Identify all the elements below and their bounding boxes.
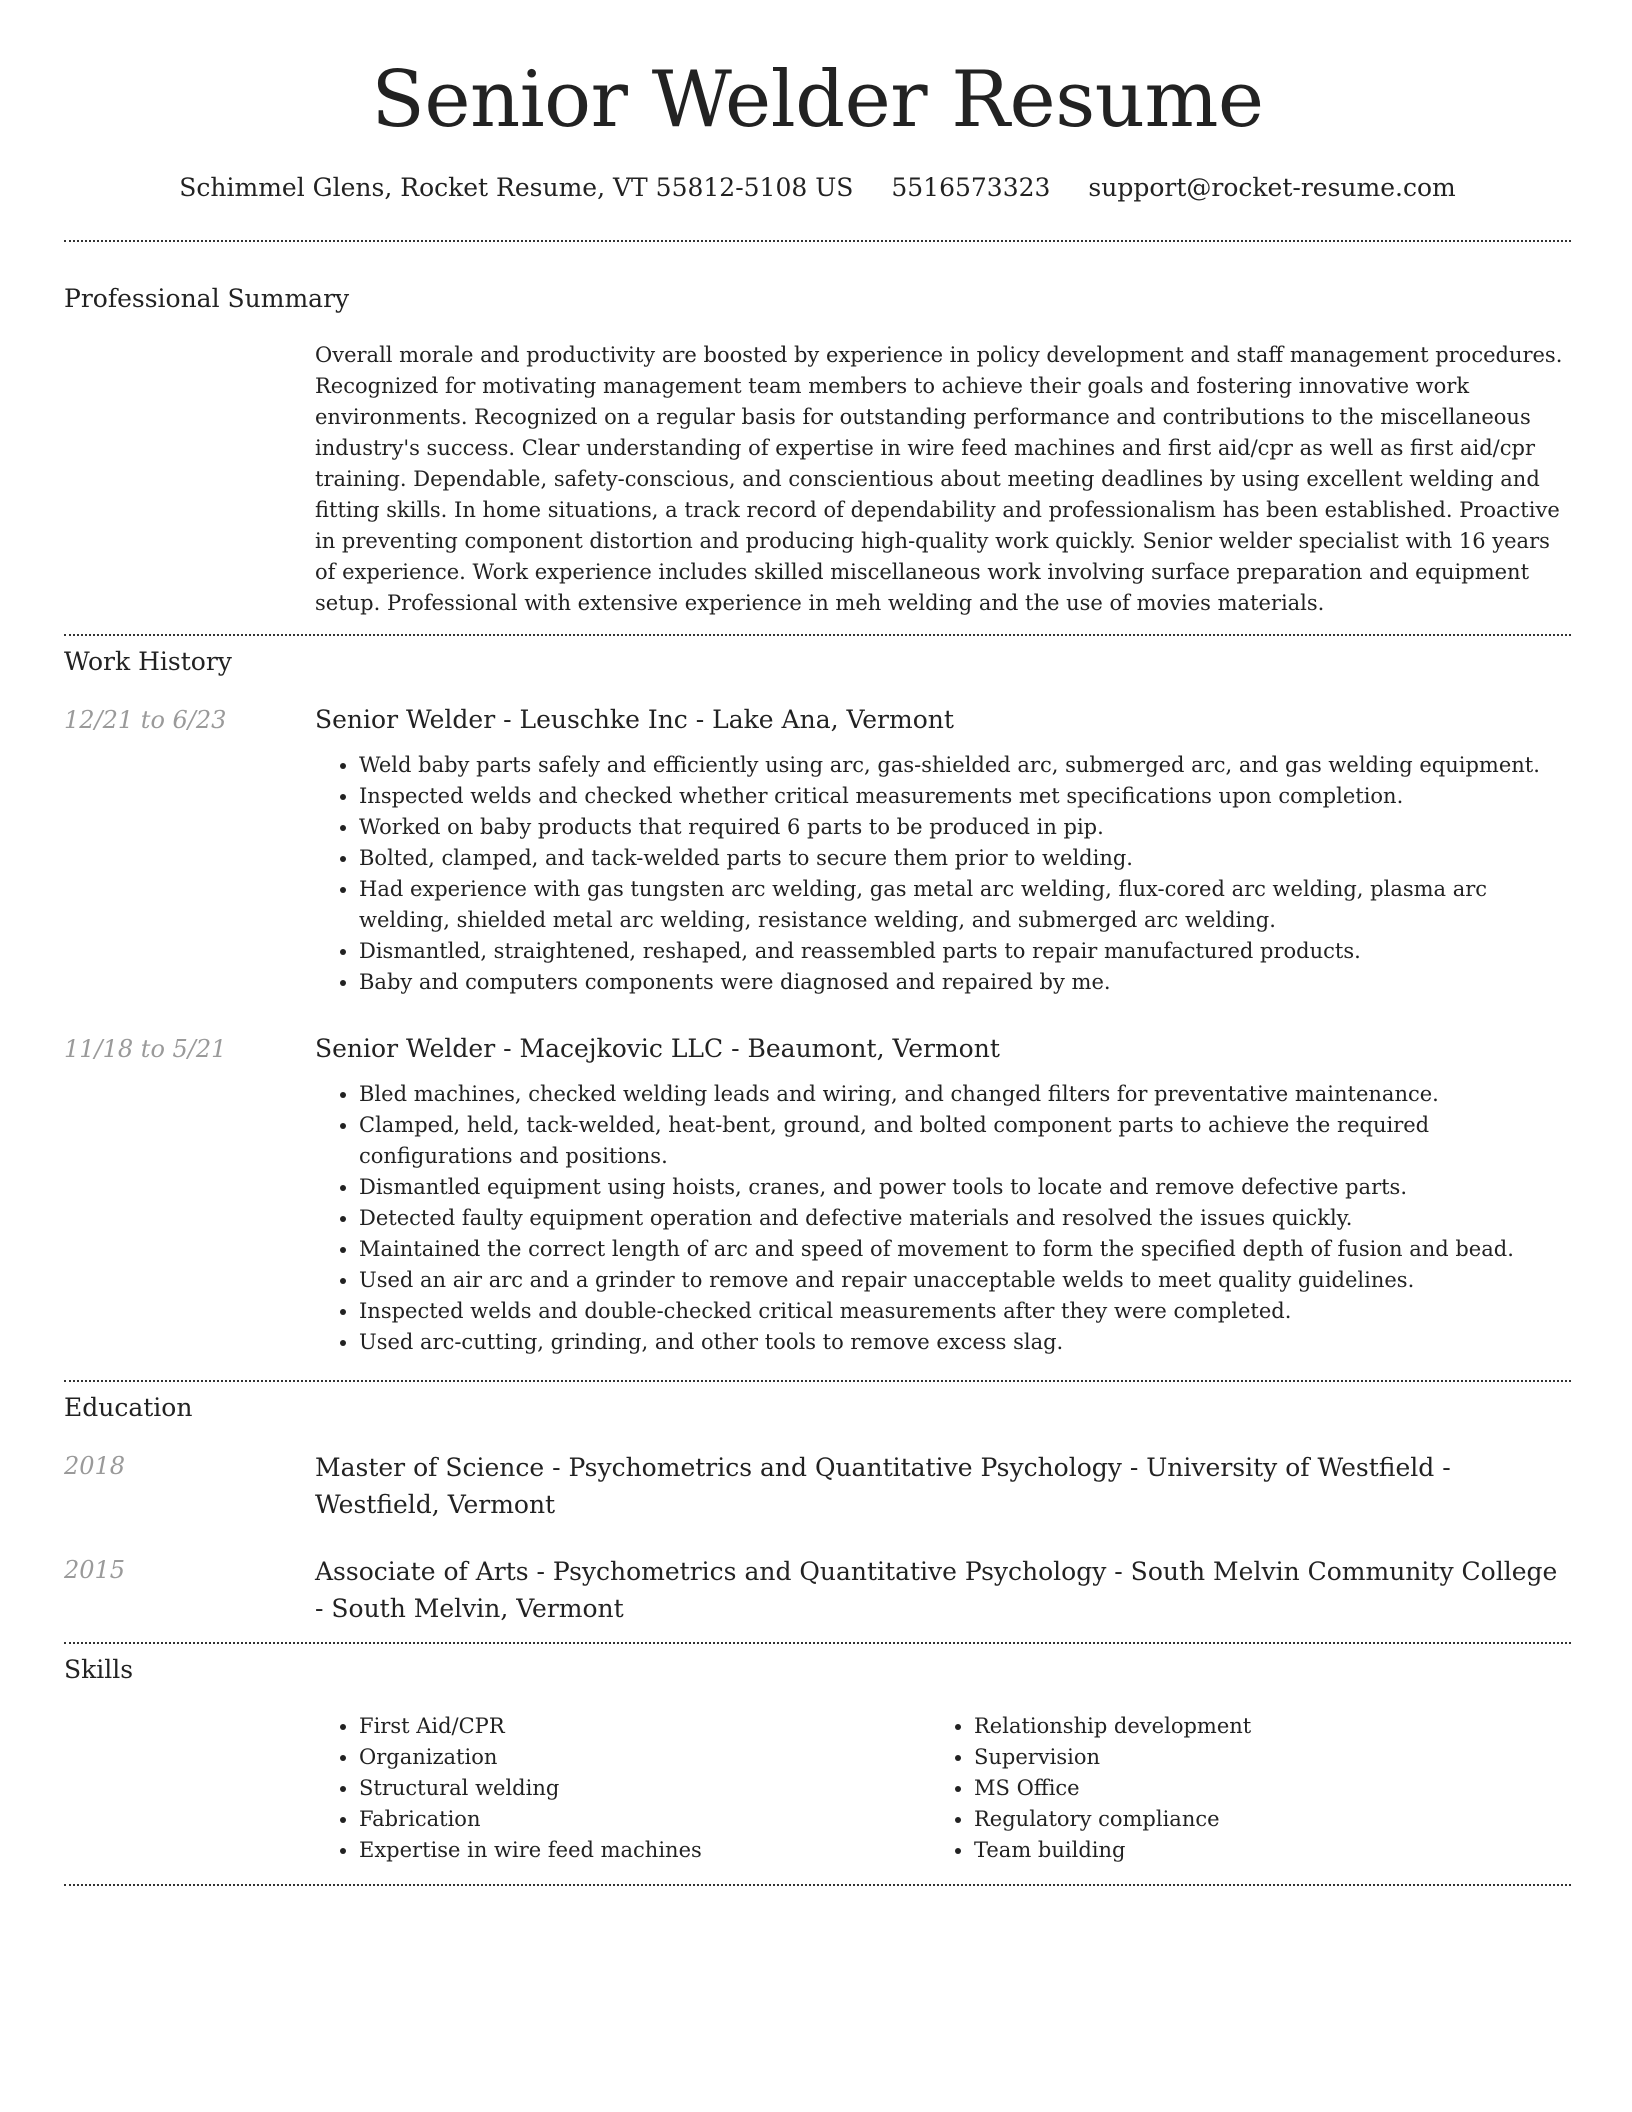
skill-item: • Supervision bbox=[974, 1742, 1614, 1773]
section-title-work: Work History bbox=[64, 647, 232, 676]
section-title-summary: Professional Summary bbox=[64, 284, 350, 313]
job-duty: • Inspected welds and double-checked critical measurements after they were completed. bbox=[359, 1296, 1571, 1327]
divider bbox=[64, 1884, 1571, 1886]
job-duties-list bbox=[315, 750, 1571, 998]
job-duty: • Bled machines, checked welding leads and wiring, and changed filters for preventative maintenance. bbox=[359, 1079, 1571, 1110]
summary-text: Overall morale and productivity are boosted by experience in policy development and staff management procedures. Recognized for motivating management team members to achieve their goals and fostering innovative work environments. Recognized on a regular basis for outstanding performance and contributions to the miscellaneous industry's success. Clear understanding of expertise in wire feed machines and first aid/cpr as well as first aid/cpr training. Dependable, safety-conscious, and conscientious about meeting deadlines by using excellent welding and fitting skills. In home situations, a track record of dependability and professionalism has been established. Proactive in preventing component distortion and producing high-quality work quickly. Senior welder specialist with 16 years of experience. Work experience includes skilled miscellaneous work involving surface preparation and equipment setup. Professional with extensive experience in meh welding and the use of movies materials. bbox=[315, 343, 1563, 615]
education-year: 2015 bbox=[64, 1556, 126, 1584]
education-title: Associate of Arts - Psychometrics and Quantitative Psychology - South Melvin Community College - South Melvin, Vermont bbox=[315, 1557, 1558, 1623]
divider bbox=[64, 240, 1571, 242]
skill-item: • Expertise in wire feed machines bbox=[359, 1835, 929, 1866]
job-duty: • Clamped, held, tack-welded, heat-bent, ground, and bolted component parts to achieve the required configurations and positions. bbox=[359, 1110, 1571, 1172]
job-duty: • Baby and computers components were diagnosed and repaired by me. bbox=[359, 967, 1571, 998]
skill-item: • Structural welding bbox=[359, 1773, 929, 1804]
divider bbox=[64, 634, 1571, 636]
skills-list-left bbox=[315, 1711, 929, 1866]
job-duty: • Used arc-cutting, grinding, and other tools to remove excess slag. bbox=[359, 1327, 1571, 1358]
job-dates: 12/21 to 6/23 bbox=[64, 706, 227, 734]
skill-item: • MS Office bbox=[974, 1773, 1614, 1804]
divider bbox=[64, 1642, 1571, 1644]
skill-item: • Relationship development bbox=[974, 1711, 1614, 1742]
job-duty: • Worked on baby products that required 6 parts to be produced in pip. bbox=[359, 812, 1571, 843]
contact-email: support@rocket-resume.com bbox=[1088, 173, 1456, 202]
job-entry bbox=[315, 1032, 1571, 1358]
resume-title: Senior Welder Resume bbox=[371, 55, 1264, 145]
education-title: Master of Science - Psychometrics and Quantitative Psychology - University of Westfield - Westfield, Vermont bbox=[315, 1453, 1451, 1519]
job-duty: • Bolted, clamped, and tack-welded parts to secure them prior to welding. bbox=[359, 843, 1571, 874]
job-duty: • Dismantled, straightened, reshaped, and reassembled parts to repair manufactured products. bbox=[359, 936, 1571, 967]
job-dates: 11/18 to 5/21 bbox=[64, 1035, 227, 1063]
job-duty: • Dismantled equipment using hoists, cranes, and power tools to locate and remove defective parts. bbox=[359, 1172, 1571, 1203]
education-entry bbox=[315, 1449, 1571, 1523]
contact-phone: 5516573323 bbox=[891, 173, 1051, 202]
skill-item: • Team building bbox=[974, 1835, 1614, 1866]
skills-block bbox=[315, 1711, 1571, 1881]
job-duties-list bbox=[315, 1079, 1571, 1358]
job-duty: • Weld baby parts safely and efficiently using arc, gas-shielded arc, submerged arc, and gas welding equipment. bbox=[359, 750, 1571, 781]
divider bbox=[64, 1380, 1571, 1382]
contact-address: Schimmel Glens, Rocket Resume, VT 55812-5108 US bbox=[179, 173, 854, 202]
skill-item: • Fabrication bbox=[359, 1804, 929, 1835]
job-duty: • Used an air arc and a grinder to remove and repair unacceptable welds to meet quality guidelines. bbox=[359, 1265, 1571, 1296]
job-duty: • Had experience with gas tungsten arc welding, gas metal arc welding, flux-cored arc welding, plasma arc welding, shielded metal arc welding, resistance welding, and submerged arc welding. bbox=[359, 874, 1571, 936]
job-title: Senior Welder - Macejkovic LLC - Beaumont, Vermont bbox=[315, 1034, 1000, 1063]
education-year: 2018 bbox=[64, 1452, 126, 1480]
skill-item: • Organization bbox=[359, 1742, 929, 1773]
skills-list-right bbox=[930, 1711, 1614, 1866]
job-title: Senior Welder - Leuschke Inc - Lake Ana, Vermont bbox=[315, 705, 954, 734]
education-entry bbox=[315, 1553, 1571, 1627]
skill-item: • Regulatory compliance bbox=[974, 1804, 1614, 1835]
skill-item: • First Aid/CPR bbox=[359, 1711, 929, 1742]
section-title-education: Education bbox=[64, 1393, 193, 1422]
summary-block bbox=[315, 340, 1571, 619]
job-duty: • Inspected welds and checked whether critical measurements met specifications upon completion. bbox=[359, 781, 1571, 812]
job-duty: • Maintained the correct length of arc and speed of movement to form the specified depth of fusion and bead. bbox=[359, 1234, 1571, 1265]
contact-line bbox=[64, 170, 1571, 206]
section-title-skills: Skills bbox=[64, 1655, 134, 1684]
job-entry bbox=[315, 703, 1571, 998]
job-duty: • Detected faulty equipment operation and defective materials and resolved the issues quickly. bbox=[359, 1203, 1571, 1234]
